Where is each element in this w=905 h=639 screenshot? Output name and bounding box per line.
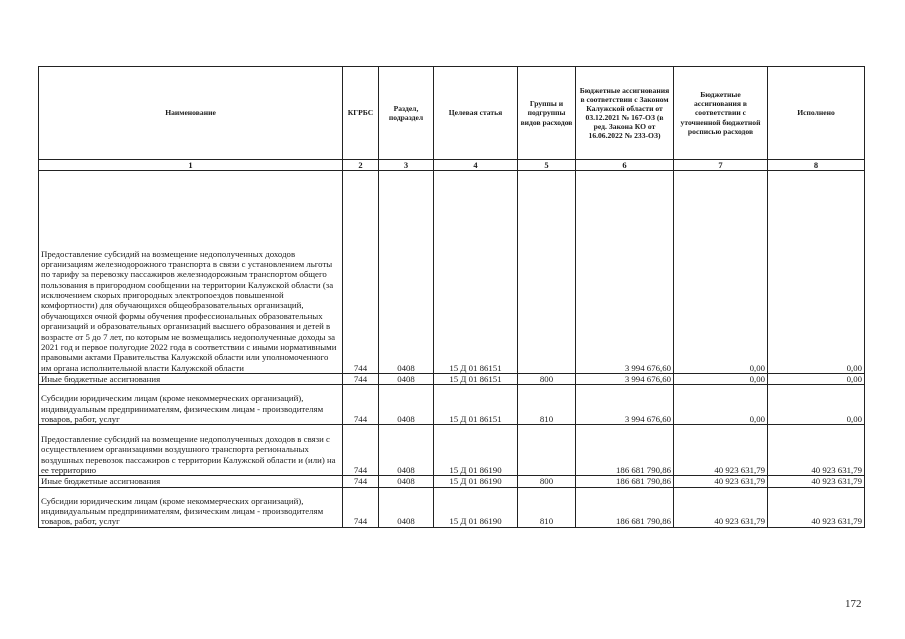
- table-row: [39, 385, 865, 425]
- row-executed-amount: 0,00: [768, 171, 865, 374]
- header-kgrbs: КГРБС: [343, 67, 379, 160]
- row-executed-amount: 40 923 631,79: [768, 476, 865, 487]
- header-target: Целевая статья: [434, 67, 518, 160]
- row-section: 0408: [379, 487, 434, 527]
- row-group: 810: [518, 385, 576, 425]
- row-roster-amount: 40 923 631,79: [674, 476, 768, 487]
- row-group: 810: [518, 487, 576, 527]
- row-section: 0408: [379, 374, 434, 385]
- row-kgrbs: 744: [343, 385, 379, 425]
- budget-table: [38, 66, 865, 528]
- row-law-amount: 3 994 676,60: [576, 374, 674, 385]
- page-number: 172: [845, 598, 862, 610]
- row-executed-amount: 0,00: [768, 385, 865, 425]
- column-number: 8: [768, 160, 865, 171]
- row-kgrbs: 744: [343, 374, 379, 385]
- row-target: 15 Д 01 86190: [434, 425, 518, 476]
- table-row: [39, 425, 865, 476]
- row-executed-amount: 40 923 631,79: [768, 487, 865, 527]
- header-roster-allocations: Бюджетные ассигнования в соответствии с уточненной бюджетной росписью расходов: [674, 67, 768, 160]
- row-group: 800: [518, 476, 576, 487]
- table-row: [39, 476, 865, 487]
- row-kgrbs: 744: [343, 171, 379, 374]
- row-target: 15 Д 01 86151: [434, 385, 518, 425]
- row-group: [518, 425, 576, 476]
- column-number: 6: [576, 160, 674, 171]
- header-law-allocations: Бюджетные ассигнования в соответствии с Законом Калужской области от 03.12.2021 № 167-ОЗ (в ред. Закона КО от 16.06.2022 № 233-ОЗ): [576, 67, 674, 160]
- row-name: Предоставление субсидий на возмещение недополученных доходов организациям железнодорожного транспорта в связи с установлением льготы по тарифу за перевозку пассажиров железнодорожным транспортом общего пользования в пригородном сообщении на территории Калужской области (за исключением скорых пригородных электропоездов повышенной комфортности) для обучающихся общеобразовательных организаций, обучающихся очной формы обучения профессиональных образовательных организаций и образовательных организаций высшего образования и детей в возрасте от 5 до 7 лет, по которым не возмещались недополученные доходы за 2021 год и первое полугодие 2022 года в соответствии с иными нормативными правовыми актами Правительства Калужской области или уполномоченного им органа исполнительной власти Калужской области: [39, 171, 343, 374]
- row-roster-amount: 40 923 631,79: [674, 425, 768, 476]
- row-executed-amount: 40 923 631,79: [768, 425, 865, 476]
- row-name: Субсидии юридическим лицам (кроме некоммерческих организаций), индивидуальным предпринимателям, физическим лицам - производителям товаров, работ, услуг: [39, 385, 343, 425]
- row-executed-amount: 0,00: [768, 374, 865, 385]
- table-row: [39, 171, 865, 374]
- row-section: 0408: [379, 385, 434, 425]
- row-group: 800: [518, 374, 576, 385]
- row-name: Предоставление субсидий на возмещение недополученных доходов в связи с осуществлением организациями воздушного транспорта региональных воздушных перевозок пассажиров с территории Калужской области и (или) на ее территорию: [39, 425, 343, 476]
- row-kgrbs: 744: [343, 476, 379, 487]
- row-law-amount: 186 681 790,86: [576, 425, 674, 476]
- row-section: 0408: [379, 476, 434, 487]
- row-roster-amount: 40 923 631,79: [674, 487, 768, 527]
- column-number: 7: [674, 160, 768, 171]
- row-law-amount: 186 681 790,86: [576, 487, 674, 527]
- row-law-amount: 3 994 676,60: [576, 385, 674, 425]
- row-name: Иные бюджетные ассигнования: [39, 374, 343, 385]
- column-number-row: [39, 160, 865, 171]
- table-row: [39, 374, 865, 385]
- row-law-amount: 3 994 676,60: [576, 171, 674, 374]
- row-section: 0408: [379, 425, 434, 476]
- header-row: [39, 67, 865, 160]
- header-name: Наименование: [39, 67, 343, 160]
- row-target: 15 Д 01 86190: [434, 487, 518, 527]
- row-name: Субсидии юридическим лицам (кроме некоммерческих организаций), индивидуальным предпринимателям, физическим лицам - производителям товаров, работ, услуг: [39, 487, 343, 527]
- row-target: 15 Д 01 86151: [434, 171, 518, 374]
- column-number: 1: [39, 160, 343, 171]
- column-number: 2: [343, 160, 379, 171]
- table-row: [39, 487, 865, 527]
- row-group: [518, 171, 576, 374]
- row-kgrbs: 744: [343, 487, 379, 527]
- column-number: 4: [434, 160, 518, 171]
- row-section: 0408: [379, 171, 434, 374]
- header-section: Раздел, подраздел: [379, 67, 434, 160]
- row-roster-amount: 0,00: [674, 171, 768, 374]
- row-kgrbs: 744: [343, 425, 379, 476]
- row-roster-amount: 0,00: [674, 385, 768, 425]
- row-roster-amount: 0,00: [674, 374, 768, 385]
- header-executed: Исполнено: [768, 67, 865, 160]
- header-group: Группы и подгруппы видов расходов: [518, 67, 576, 160]
- column-number: 5: [518, 160, 576, 171]
- row-target: 15 Д 01 86151: [434, 374, 518, 385]
- row-target: 15 Д 01 86190: [434, 476, 518, 487]
- row-name: Иные бюджетные ассигнования: [39, 476, 343, 487]
- column-number: 3: [379, 160, 434, 171]
- row-law-amount: 186 681 790,86: [576, 476, 674, 487]
